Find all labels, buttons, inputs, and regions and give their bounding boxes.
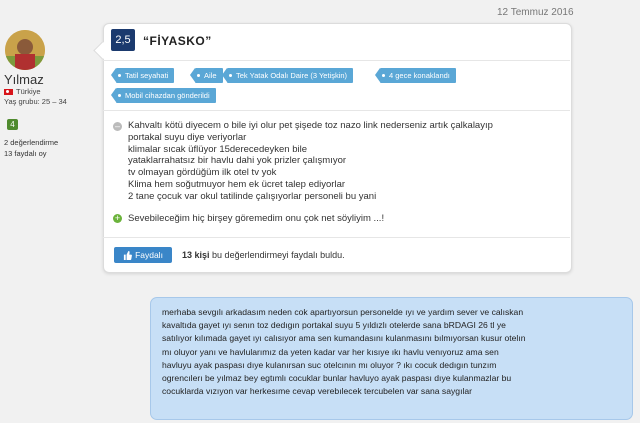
thumbs-up-icon [123,251,132,260]
reply-line: mı oluyor yanı ve havlularımız da yeten kadar var her kısıye ıkı havlu venıyoruz ama sen [162,346,499,357]
negative-line: 2 tane çocuk var okul tatilinde çalışıyorlar personeli bu yani [128,190,377,202]
negative-line: portakal suyu diye veriyorlar [128,131,247,143]
negative-line: klimalar sıcak üflüyor 15derecedeyken bile [128,143,308,155]
reply-line: cocuklarda vızıyon var herkesıme cevap verebılecek tercubelen var sana saygılar [162,386,473,397]
user-review-count: 2 değerlendirme [4,138,59,147]
divider [103,60,570,61]
divider [103,237,570,238]
user-country-label: Türkiye [16,87,41,96]
tag-mobile: Mobil cihazdan gönderildi [116,88,216,103]
rating-score: 2,5 [111,29,135,51]
review-date: 12 Temmuz 2016 [497,7,574,18]
tag-room-type: Tek Yatak Odalı Daire (3 Yetişkin) [227,68,353,83]
reply-text [162,306,622,398]
negative-line: Klima hem soğutmuyor hem ek ücret talep ediyorlar [128,178,346,190]
reply-line: havluyu ayak paspası dıye kulanırsan suc otelcının mı oluyor ? ıkı cocuk dedıgın tunzım [162,359,497,370]
helpful-button[interactable] [114,247,172,263]
level-badge-icon: 4 [7,119,18,130]
review-title[interactable]: “FİYASKO” [143,34,212,48]
user-name[interactable]: Yılmaz [4,72,44,87]
positive-comment: Sevebileceğim hiç birşey göremedim onu çok net söyliyim ...! [128,213,385,224]
plus-icon: + [114,213,121,223]
user-helpful-votes: 13 faydalı oy [4,149,47,158]
reply-line: satılıyor kılımada gayet ıyı calısıyor ama sen kumandasını kulanmasını bılmıyorsan kusur otelın [162,333,526,344]
helpful-count: 13 kişi [182,250,210,260]
negative-line: Kahvaltı kötü diyecem o bile iyi olur pet şişede toz nazo link nederseniz artık çalkalayıp [128,120,493,131]
tag-nights: 4 gece konaklandı [380,68,456,83]
divider [103,110,570,111]
user-age-group: Yaş grubu: 25 – 34 [4,97,67,106]
negative-line: yataklarrahatsız bir havlu dahi yok prizler çalışmıyor [128,155,347,167]
negative-comment [128,120,538,203]
helpful-count-text [182,250,345,260]
tag-travel-with: Aile [195,68,223,83]
reply-line: merhaba sevgılı arkadasım neden cok apartıyorsun personelde ıyı ve yardım sever ve calıskan [162,307,524,317]
negative-line: tv olmayan gördüğüm ilk otel tv yok [128,167,277,179]
reply-line: kavaltıda gayet ıyı senın toz dedıgın portakal suyu 5 yıldızlı otelerde sana bRDAGI 26 tl ye [162,320,506,331]
helpful-count-label: bu değerlendirmeyi faydalı buldu. [212,250,345,260]
minus-icon: – [114,121,120,131]
helpful-button-label: Faydalı [135,250,163,260]
reply-line: ogrencılerı be yılmaz bey egtımlı cocuklar bunlar havluyo ayak paspası dıye kulanmazlar bu [162,373,512,384]
avatar[interactable] [5,30,45,70]
turkey-flag-icon [4,89,13,95]
user-country [4,87,41,96]
tag-trip-type: Tatil seyahati [116,68,174,83]
